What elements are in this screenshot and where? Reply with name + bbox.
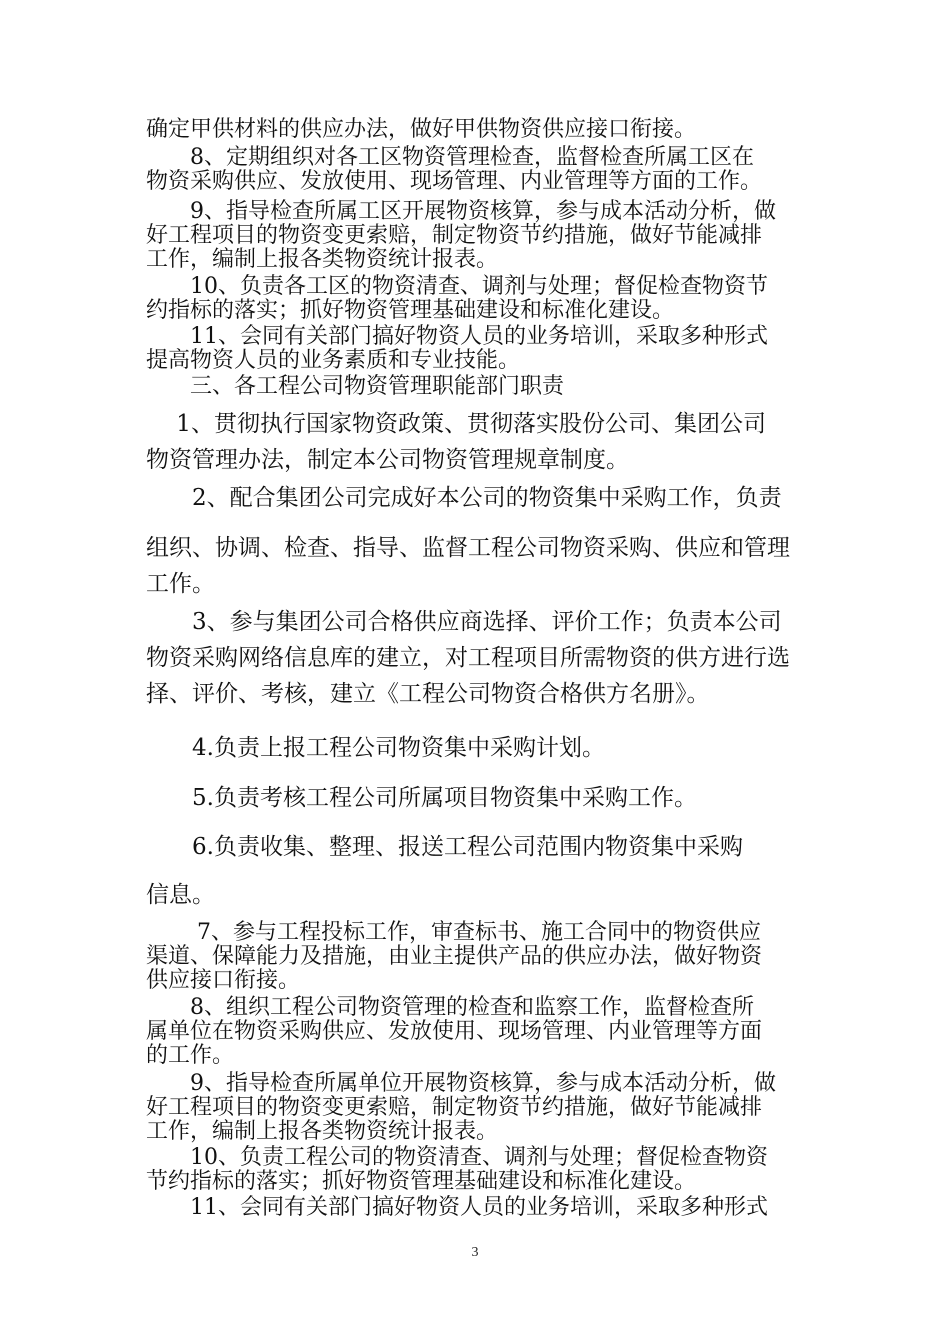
page-number: 3 <box>471 1245 479 1260</box>
paragraph-item-5-assessment: 5.负责考核工程公司所属项目物资集中采购工作。 <box>146 785 697 811</box>
paragraph-item-11-training-company: 11、会同有关部门搞好物资人员的业务培训，采取多种形式 <box>146 1195 768 1220</box>
section-heading-3: 三、各工程公司物资管理职能部门职责 <box>146 374 565 399</box>
paragraph-item-7-bidding: 7、参与工程投标工作，审查标书、施工合同中的物资供应 渠道、保障能力及措施，由业主提供产品的供应办法，做好物资 供应接口衔接。 <box>146 920 763 993</box>
paragraph-item-9-accounting: 9、指导检查所属工区开展物资核算，参与成本活动分析，做 好工程项目的物资变更索赔，制定物资节约措施，做好节能减排 工作，编制上报各类物资统计报表。 <box>146 199 776 272</box>
paragraph-supply-method: 确定甲供材料的供应办法，做好甲供物资供应接口衔接。 <box>146 117 697 142</box>
paragraph-item-6-continued: 信息。 <box>146 882 215 908</box>
paragraph-item-11-training: 11、会同有关部门搞好物资人员的业务培训，采取多种形式 提高物资人员的业务素质和专业技能。 <box>146 324 768 373</box>
paragraph-item-10-inventory-company: 10、负责工程公司的物资清查、调剂与处理；督促检查物资 节约指标的落实；抓好物资管理基础建设和标准化建设。 <box>146 1145 768 1194</box>
paragraph-item-6-information: 6.负责收集、整理、报送工程公司范围内物资集中采购 <box>146 834 743 860</box>
paragraph-item-9-accounting-company: 9、指导检查所属单位开展物资核算，参与成本活动分析，做 好工程项目的物资变更索赔，制定物资节约措施，做好节能减排 工作，编制上报各类物资统计报表。 <box>146 1071 776 1144</box>
paragraph-item-10-inventory: 10、负责各工区的物资清查、调剂与处理；督促检查物资节 约指标的落实；抓好物资管理基础建设和标准化建设。 <box>146 274 768 323</box>
paragraph-item-8-inspection: 8、定期组织对各工区物资管理检查，监督检查所属工区在 物资采购供应、发放使用、现场管理、内业管理等方面的工作。 <box>146 145 763 194</box>
paragraph-item-4-plan: 4.负责上报工程公司物资集中采购计划。 <box>146 735 605 761</box>
paragraph-item-8-supervision: 8、组织工程公司物资管理的检查和监察工作，监督检查所 属单位在物资采购供应、发放使用、现场管理、内业管理等方面 的工作。 <box>146 995 763 1068</box>
paragraph-item-1-policy: 1、贯彻执行国家物资政策、贯彻落实股份公司、集团公司 物资管理办法，制定本公司物资管理规章制度。 <box>146 411 766 473</box>
paragraph-item-2-procurement: 2、配合集团公司完成好本公司的物资集中采购工作，负责 <box>146 485 782 511</box>
paragraph-item-2-continued: 组织、协调、检查、指导、监督工程公司物资采购、供应和管理 工作。 <box>146 535 790 597</box>
paragraph-item-3-suppliers: 3、参与集团公司合格供应商选择、评价工作；负责本公司 物资采购网络信息库的建立，对工程项目所需物资的供方进行选 择、评价、考核，建立《工程公司物资合格供方名册》。 <box>146 609 790 707</box>
